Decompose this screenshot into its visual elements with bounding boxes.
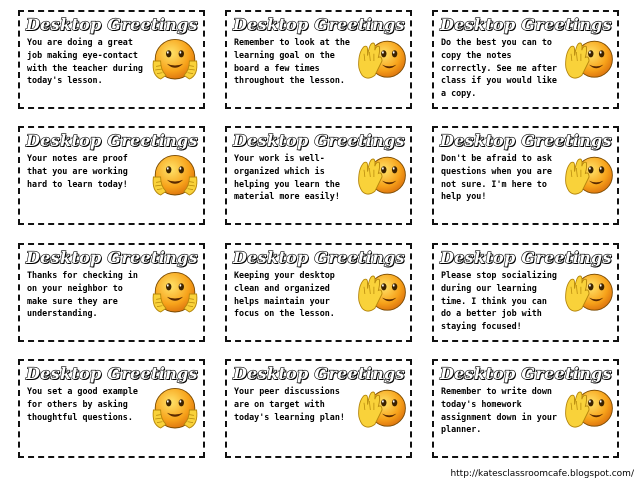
card-title: Desktop Greetings xyxy=(440,364,612,383)
card-message: Don't be afraid to ask questions when you are not sure. I'm here to help you! xyxy=(441,153,552,202)
card-message: Remember to write down today's homework assignment down in your planner. xyxy=(441,386,557,435)
cheek-hands-emoji-icon xyxy=(148,34,202,92)
greeting-card xyxy=(225,243,412,342)
card-message: Your work is well-organized which is helping you learn the material more easily! xyxy=(234,153,340,202)
waving-emoji-icon xyxy=(355,34,409,92)
card-message: Do the best you can to copy the notes correctly. See me after class if you would like a copy. xyxy=(441,37,557,99)
greeting-card xyxy=(225,126,412,225)
cheek-hands-emoji-icon xyxy=(148,383,202,441)
greeting-card xyxy=(432,10,619,109)
card-message: Remember to look at the learning goal on the board a few times throughout the lesson. xyxy=(234,37,350,86)
card-message: Your peer discussions are on target with today's learning plan! xyxy=(234,386,345,422)
card-message: You are doing a great job making eye-contact with the teacher during today's lesson. xyxy=(27,37,143,86)
card-title: Desktop Greetings xyxy=(440,248,612,267)
cheek-hands-emoji-icon xyxy=(148,150,202,208)
waving-emoji-icon xyxy=(562,150,616,208)
card-title: Desktop Greetings xyxy=(233,364,405,383)
waving-emoji-icon xyxy=(562,34,616,92)
waving-emoji-icon xyxy=(562,383,616,441)
card-message: Your notes are proof that you are working hard to learn today! xyxy=(27,153,128,189)
greeting-card xyxy=(18,359,205,458)
footer-url: http://katesclassroomcafe.blogspot.com/ xyxy=(450,469,634,479)
card-title: Desktop Greetings xyxy=(26,131,198,150)
greeting-card xyxy=(225,10,412,109)
card-message: Keeping your desktop clean and organized helps maintain your focus on the lesson. xyxy=(234,270,335,319)
waving-emoji-icon xyxy=(355,150,409,208)
greeting-card xyxy=(432,243,619,342)
card-title: Desktop Greetings xyxy=(26,364,198,383)
card-title: Desktop Greetings xyxy=(26,15,198,34)
waving-emoji-icon xyxy=(562,267,616,325)
greeting-card xyxy=(432,359,619,458)
card-title: Desktop Greetings xyxy=(233,15,405,34)
waving-emoji-icon xyxy=(355,383,409,441)
waving-emoji-icon xyxy=(355,267,409,325)
greeting-card xyxy=(225,359,412,458)
cheek-hands-emoji-icon xyxy=(148,267,202,325)
card-message: Please stop socializing during our learning time. I think you can do a better job with staying focused! xyxy=(441,270,557,332)
card-message: Thanks for checking in on your neighbor to make sure they are understanding. xyxy=(27,270,138,319)
card-title: Desktop Greetings xyxy=(233,131,405,150)
card-title: Desktop Greetings xyxy=(233,248,405,267)
card-title: Desktop Greetings xyxy=(440,131,612,150)
greeting-card xyxy=(18,243,205,342)
card-title: Desktop Greetings xyxy=(440,15,612,34)
greeting-card xyxy=(18,10,205,109)
greeting-card xyxy=(432,126,619,225)
card-message: You set a good example for others by asking thoughtful questions. xyxy=(27,386,138,422)
greeting-card xyxy=(18,126,205,225)
card-title: Desktop Greetings xyxy=(26,248,198,267)
